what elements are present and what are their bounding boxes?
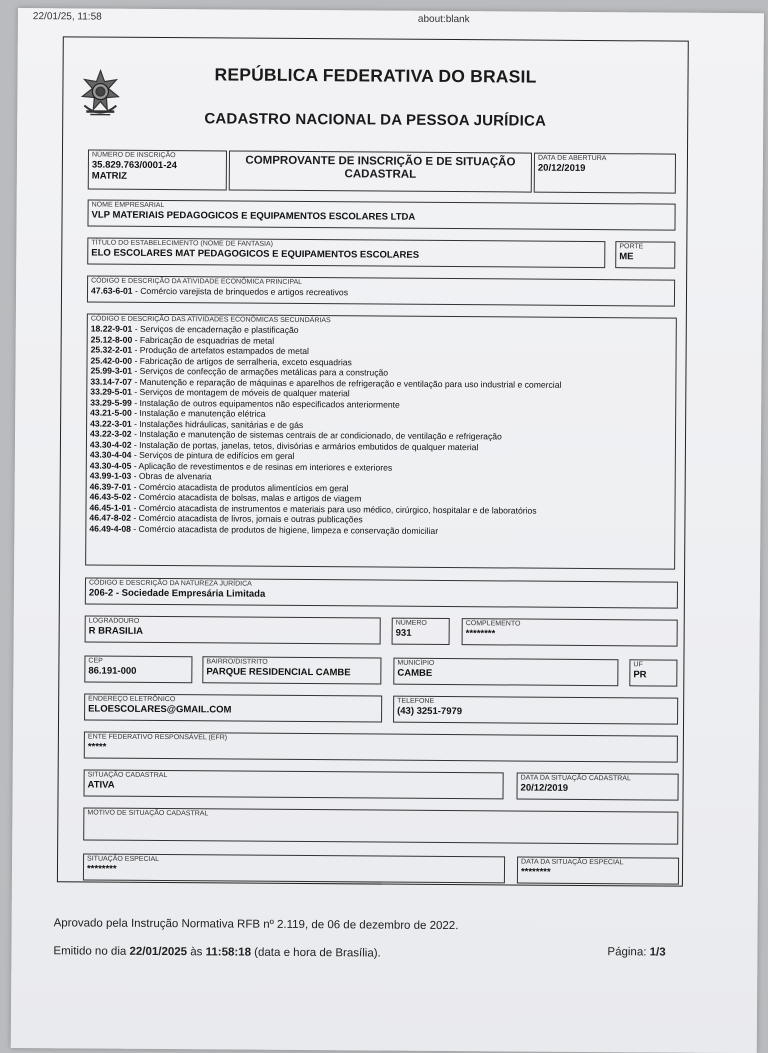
atividade-desc: - Aplicação de revestimentos e de resinas em interiores e exteriores — [131, 460, 393, 473]
atividade-principal-code: 47.63-6-01 — [90, 285, 133, 296]
atividades-secundarias-label: CÓDIGO E DESCRIÇÃO DAS ATIVIDADES ECONÔMICAS SECUNDÁRIAS — [90, 315, 331, 325]
atividade-desc: - Comércio atacadista de produtos de higiene, limpeza e conservação domiciliar — [130, 523, 439, 536]
bairro-box — [202, 656, 381, 684]
emitido-mid: às — [187, 946, 206, 959]
logradouro-value: R BRASILIA — [88, 625, 144, 637]
nome-fantasia-box — [87, 237, 605, 268]
nome-fantasia-label: TÍTULO DO ESTABELECIMENTO (NOME DE FANTASIA) — [91, 239, 274, 248]
data-situacao-box — [516, 773, 678, 801]
atividade-desc: - Instalação e manutenção de sistemas centrais de ar condicionado, de ventilação e refrigeração — [131, 428, 502, 442]
atividade-desc: - Serviços de pintura de edifícios em geral — [131, 449, 295, 461]
data-situacao-especial-box — [517, 857, 679, 885]
email-label: ENDEREÇO ELETRÔNICO — [88, 695, 176, 704]
complemento-label: COMPLEMENTO — [465, 620, 521, 628]
atividade-desc: - Instalação e manutenção elétrica — [131, 407, 266, 419]
atividade-code: 25.12-8-00 — [90, 334, 133, 345]
emitido-suffix: (data e hora de Brasília). — [250, 946, 381, 960]
data-situacao-especial-value: ******** — [520, 866, 551, 878]
municipio-label: MUNICÍPIO — [397, 659, 435, 667]
situacao-especial-label: SITUAÇÃO ESPECIAL — [87, 855, 160, 864]
atividade-code: 43.99-1-03 — [89, 470, 132, 481]
efr-value: ***** — [87, 741, 107, 753]
atividade-code: 43.30-4-05 — [89, 460, 132, 471]
atividade-principal-label: CÓDIGO E DESCRIÇÃO DA ATIVIDADE ECONÔMICA PRINCIPAL — [91, 277, 303, 286]
page-number — [607, 946, 665, 958]
situacao-value: ATIVA — [87, 779, 115, 791]
doc-subtitle: CADASTRO NACIONAL DA PESSOA JURÍDICA — [204, 110, 547, 130]
atividade-desc: - Serviços de confecção de armações metálicas para a construção — [132, 365, 389, 378]
cep-label: CEP — [88, 657, 103, 665]
comprovante-title-line1: COMPROVANTE DE INSCRIÇÃO E DE SITUAÇÃO — [245, 154, 516, 169]
atividade-code: 25.32-2-01 — [90, 344, 133, 355]
nome-empresarial-value: VLP MATERIAIS PEDAGOGICOS E EQUIPAMENTOS ESCOLARES LTDA — [91, 209, 416, 223]
natureza-juridica-label: CÓDIGO E DESCRIÇÃO DA NATUREZA JURÍDICA — [88, 579, 252, 588]
atividade-code: 33.29-5-99 — [90, 397, 132, 408]
porte-box — [615, 241, 675, 268]
atividade-desc: - Serviços de montagem de móveis de qualquer material — [131, 386, 350, 399]
emitido-time: 11:58:18 — [205, 946, 252, 959]
atividade-desc: - Comércio atacadista de bolsas, malas e artigos de viagem — [131, 491, 362, 504]
porte-value: ME — [619, 251, 634, 263]
emitido-text — [53, 945, 380, 959]
data-abertura-box — [534, 153, 676, 194]
atividade-code: 33.29-5-01 — [90, 386, 132, 397]
print-datetime: 22/01/25, 11:58 — [32, 11, 102, 23]
atividade-desc: - Comércio atacadista de instrumentos e materiais para uso médico, cirúrgico, hospitalar e de laboratórios — [131, 502, 537, 516]
efr-box — [84, 731, 678, 762]
cep-value: 86.191-000 — [88, 665, 137, 677]
natureza-juridica-box — [85, 577, 678, 608]
atividade-code: 33.14-7-07 — [90, 376, 133, 387]
atividade-desc: - Serviços de encadernação e plastificação — [132, 323, 299, 335]
cep-box — [84, 655, 192, 683]
atividade-desc: - Fabricação de artigos de serralheria, exceto esquadrias — [132, 355, 352, 367]
atividade-desc: - Comércio atacadista de livros, jornais e outras publicações — [130, 512, 363, 525]
atividade-desc: - Comércio atacadista de produtos alimentícios em geral — [131, 481, 349, 493]
uf-value: PR — [633, 669, 647, 681]
numero-inscricao-box — [88, 149, 227, 190]
emitido-date: 22/01/2025 — [129, 945, 188, 959]
atividade-code: 43.22-3-01 — [90, 418, 132, 429]
atividade-code: 46.39-7-01 — [89, 481, 132, 492]
atividade-desc: - Instalações hidráulicas, sanitárias e de gás — [131, 418, 304, 430]
complemento-value: ******** — [465, 628, 496, 640]
atividade-desc: - Fabricação de esquadrias de metal — [132, 334, 275, 346]
atividade-code: 25.99-3-01 — [90, 365, 133, 376]
atividades-secundarias-box — [85, 313, 677, 569]
atividades-secundarias-list — [89, 324, 672, 538]
atividade-code: 43.30-4-02 — [89, 439, 132, 450]
atividade-desc: - Obras de alvenaria — [131, 470, 212, 482]
doc-title: REPÚBLICA FEDERATIVA DO BRASIL — [214, 64, 537, 87]
numero-box — [392, 618, 450, 645]
situacao-box — [83, 769, 503, 799]
print-url: about:blank — [417, 13, 470, 26]
natureza-juridica-value: 206-2 - Sociedade Empresária Limitada — [88, 587, 266, 600]
atividade-principal-desc: - Comércio varejista de brinquedos e artigos recreativos — [132, 285, 349, 298]
document-frame — [57, 36, 689, 886]
complemento-box — [462, 618, 678, 647]
nome-fantasia-value: ELO ESCOLARES MAT PEDAGOGICOS E EQUIPAMENTOS ESCOLARES — [91, 247, 420, 261]
comprovante-title-box — [229, 150, 532, 192]
data-situacao-label: DATA DA SITUAÇÃO CADASTRAL — [520, 774, 631, 783]
numero-value: 931 — [395, 627, 412, 639]
atividade-desc: - Manutenção e reparação de máquinas e aparelhos de refrigeração e ventilação para uso industrial e comercial — [131, 376, 562, 390]
page-value: 1/3 — [649, 946, 666, 959]
situacao-especial-value: ******** — [86, 863, 117, 875]
email-box — [84, 693, 382, 722]
nome-empresarial-box — [87, 199, 675, 230]
atividade-code: 25.42-0-00 — [90, 355, 133, 366]
atividade-code: 46.47-8-02 — [89, 512, 132, 523]
data-situacao-value: 20/12/2019 — [520, 782, 569, 794]
atividade-code: 46.49-4-08 — [89, 523, 131, 534]
comprovante-title-line2: CADASTRAL — [344, 168, 417, 181]
numero-inscricao-value: 35.829.763/0001-24 — [91, 159, 178, 172]
telefone-label: TELEFONE — [397, 697, 435, 705]
situacao-especial-box — [83, 853, 505, 883]
atividade-code: 18.22-9-01 — [90, 323, 133, 334]
municipio-box — [393, 658, 618, 687]
email-value: ELOESCOLARES@GMAIL.COM — [88, 703, 232, 716]
uf-box — [629, 659, 677, 686]
telefone-value: (43) 3251-7979 — [397, 705, 463, 718]
numero-label: NÚMERO — [395, 619, 427, 627]
motivo-box — [83, 807, 678, 844]
motivo-label: MOTIVO DE SITUAÇÃO CADASTRAL — [87, 809, 209, 818]
data-abertura-label: DATA DE ABERTURA — [537, 154, 607, 163]
efr-label: ENTE FEDERATIVO RESPONSÁVEL (EFR) — [87, 733, 228, 742]
data-abertura-value: 20/12/2019 — [537, 162, 586, 174]
porte-label: PORTE — [619, 243, 644, 251]
atividade-desc: - Produção de artefatos estampados de metal — [132, 344, 309, 357]
numero-inscricao-label: NÚMERO DE INSCRIÇÃO — [91, 151, 176, 160]
logradouro-box — [85, 615, 381, 644]
atividade-code: 43.21-5-00 — [90, 407, 132, 418]
uf-label: UF — [633, 661, 643, 669]
bairro-value: PARQUE RESIDENCIAL CAMBE — [206, 666, 351, 679]
atividade-desc: - Instalação de outros equipamentos não especificados anteriormente — [131, 397, 400, 410]
printed-page — [11, 8, 764, 1053]
municipio-value: CAMBE — [397, 667, 433, 679]
bairro-label: BAIRRO/DISTRITO — [206, 658, 268, 666]
page-label: Página: — [607, 946, 650, 959]
logradouro-label: LOGRADOURO — [88, 617, 140, 625]
telefone-box — [393, 696, 678, 725]
atividade-code: 46.45-1-01 — [89, 502, 132, 513]
atividade-code: 43.30-4-04 — [89, 449, 132, 460]
matriz-value: MATRIZ — [91, 170, 128, 182]
atividade-desc: - Instalação de portas, janelas, tetos, divisórias e armários embutidos de qualquer material — [131, 439, 479, 452]
atividade-code: 46.43-5-02 — [89, 491, 132, 502]
situacao-label: SITUAÇÃO CADASTRAL — [87, 771, 168, 780]
nome-empresarial-label: NOME EMPRESARIAL — [91, 201, 165, 210]
atividade-principal-box — [87, 275, 675, 306]
atividade-code: 43.22-3-02 — [89, 428, 132, 439]
emitido-prefix: Emitido no dia — [53, 945, 130, 958]
aprovado-text: Aprovado pela Instrução Normativa RFB nº 2.119, de 06 de dezembro de 2022. — [53, 917, 459, 933]
data-situacao-especial-label: DATA DA SITUAÇÃO ESPECIAL — [521, 858, 624, 867]
